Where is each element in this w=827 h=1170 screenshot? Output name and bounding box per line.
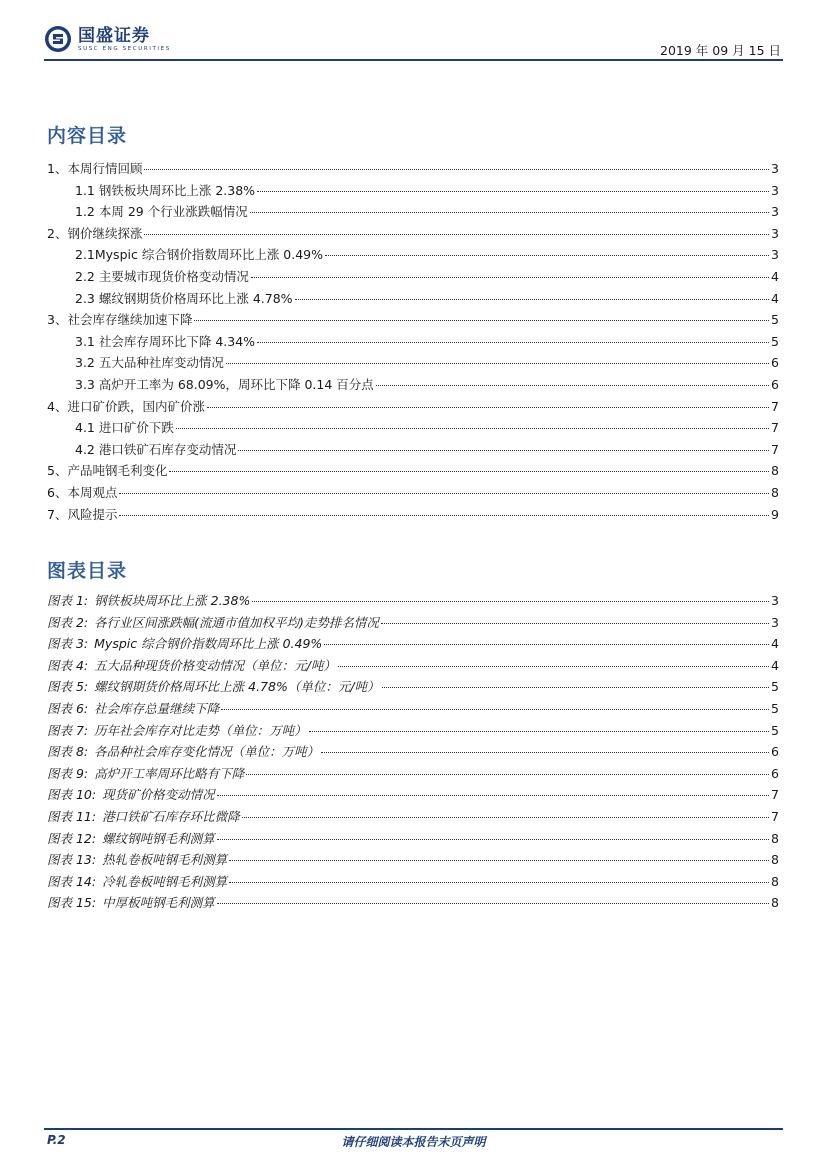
toc-entry-text: 3.1 社会库存周环比下降 4.34% — [75, 333, 256, 349]
figure-entry-text: 螺纹钢吨钢毛利测算 — [102, 830, 215, 846]
figure-entry-label: 图表 10: — [47, 787, 97, 803]
figure-entry-page: 5 — [771, 679, 779, 695]
toc-entry-page: 6 — [771, 376, 779, 392]
toc-entry-page: 4 — [771, 268, 779, 284]
dot-leader — [207, 407, 769, 408]
dot-leader — [229, 860, 769, 861]
dot-leader — [144, 169, 769, 170]
dot-leader — [238, 450, 769, 451]
dot-leader — [382, 687, 770, 688]
dot-leader — [217, 795, 769, 796]
figure-entry[interactable] — [47, 591, 779, 613]
figure-entry-text: 社会库存总量继续下降 — [94, 700, 220, 716]
toc-entry-text: 4.2 港口铁矿石库存变动情况 — [75, 441, 237, 457]
figure-entry-page: 8 — [771, 873, 779, 889]
dot-leader — [144, 234, 769, 235]
toc-entry-page: 3 — [771, 204, 779, 220]
dot-leader — [321, 752, 769, 753]
figure-entry-label: 图表 1: — [47, 593, 89, 608]
dot-leader — [338, 666, 769, 667]
dot-leader — [226, 363, 769, 364]
toc-entry-text: 2.1Myspic 综合钢价指数周环比上涨 0.49% — [75, 247, 324, 263]
toc-entry[interactable] — [47, 461, 779, 483]
figure-entry-page: 3 — [771, 614, 779, 630]
toc-entry-page: 7 — [771, 441, 779, 457]
toc-entry-text: 2.2 主要城市现货价格变动情况 — [75, 268, 249, 284]
figure-entry[interactable] — [47, 742, 779, 764]
dot-leader — [252, 601, 769, 602]
figure-entry-text: Myspic 综合钢价指数周环比上涨 0.49% — [94, 636, 323, 652]
figure-entry-text: 港口铁矿石库存环比微降 — [102, 808, 240, 824]
dot-leader — [257, 342, 769, 343]
figure-entry-page: 8 — [771, 895, 779, 911]
toc-entry[interactable] — [47, 310, 779, 332]
figure-entry-page: 7 — [771, 808, 779, 824]
figure-entry-page: 3 — [771, 593, 779, 608]
figure-entry-label: 图表 9: — [47, 765, 89, 781]
dot-leader — [376, 385, 769, 386]
toc-entry-text: 6、本周观点 — [47, 484, 118, 500]
toc-entry-page: 5 — [771, 333, 779, 349]
toc-entry-page: 3 — [771, 247, 779, 263]
figure-entry-label: 图表 14: — [47, 873, 97, 889]
footer-disclaimer: 请仔细阅读本报告末页声明 — [341, 1135, 486, 1149]
figure-entry[interactable] — [47, 850, 779, 872]
toc-entry-page: 6 — [771, 355, 779, 371]
figure-entry-label: 图表 2: — [47, 614, 89, 630]
figure-entry[interactable] — [47, 785, 779, 807]
toc-entry-page: 7 — [771, 398, 779, 414]
figure-entry-page: 7 — [771, 787, 779, 803]
figure-entry[interactable] — [47, 699, 779, 721]
figure-entry-label: 图表 4: — [47, 657, 89, 673]
figure-entry-label: 图表 5: — [47, 679, 89, 695]
toc-entry[interactable] — [47, 267, 779, 289]
toc-entry[interactable] — [47, 483, 779, 505]
figure-entry[interactable] — [47, 893, 779, 915]
dot-leader — [176, 428, 769, 429]
toc-entry[interactable] — [47, 181, 779, 203]
dot-leader — [295, 299, 770, 300]
dot-leader — [229, 882, 769, 883]
toc-entry[interactable] — [47, 289, 779, 311]
toc-entry[interactable] — [47, 159, 779, 181]
figure-entry[interactable] — [47, 677, 779, 699]
figures-list — [47, 591, 779, 915]
dot-leader — [257, 191, 769, 192]
dot-leader — [325, 255, 769, 256]
figure-entry-label: 图表 8: — [47, 744, 89, 760]
dot-leader — [194, 320, 769, 321]
dot-leader — [381, 623, 769, 624]
toc-entry-text: 2、钢价继续探涨 — [47, 225, 143, 241]
figure-entry-page: 6 — [771, 765, 779, 781]
dot-leader — [324, 644, 769, 645]
dot-leader — [251, 277, 769, 278]
figure-entry-text: 现货矿价格变动情况 — [102, 787, 215, 803]
toc-entry-page: 3 — [771, 182, 779, 198]
dot-leader — [246, 774, 769, 775]
dot-leader — [309, 731, 769, 732]
figure-entry-page: 5 — [771, 722, 779, 738]
toc-entry-text: 2.3 螺纹钢期货价格周环比上涨 4.78% — [75, 290, 293, 306]
page-number: P.2 — [47, 1133, 66, 1147]
toc-entry-page: 8 — [771, 484, 779, 500]
figure-entry[interactable] — [47, 613, 779, 635]
footer-divider — [44, 1128, 783, 1130]
toc-entry-text: 1.1 钢铁板块周环比上涨 2.38% — [75, 182, 256, 198]
figure-entry-label: 图表 6: — [47, 700, 89, 716]
toc-entry-text: 3.2 五大品种社库变动情况 — [75, 355, 224, 371]
toc-entry-text: 1、本周行情回顾 — [47, 161, 143, 176]
figure-entry-text: 历年社会库存对比走势（单位：万吨） — [94, 722, 307, 738]
figure-entry-label: 图表 15: — [47, 895, 97, 911]
figure-entry-page: 4 — [771, 636, 779, 652]
dot-leader — [119, 493, 769, 494]
figures-title: 图表目录 — [47, 560, 128, 582]
figure-entry-label: 图表 3: — [47, 636, 89, 652]
toc-entry-page: 7 — [771, 420, 779, 436]
figure-entry-text: 各行业区间涨跌幅(流通市值加权平均)走势排名情况 — [94, 614, 379, 630]
toc-entry[interactable] — [47, 245, 779, 267]
toc-entry-page: 5 — [771, 312, 779, 328]
toc-list — [47, 159, 779, 526]
toc-entry[interactable] — [47, 332, 779, 354]
toc-entry-text: 7、风险提示 — [47, 506, 118, 522]
header-divider — [44, 59, 783, 61]
figure-entry[interactable] — [47, 634, 779, 656]
figure-entry-label: 图表 12: — [47, 830, 97, 846]
dot-leader — [217, 903, 769, 904]
dot-leader — [119, 515, 769, 516]
toc-entry-page: 3 — [771, 225, 779, 241]
figure-entry-page: 6 — [771, 744, 779, 760]
toc-entry-text: 4、进口矿价跌，国内矿价涨 — [47, 398, 205, 414]
figure-entry-page: 4 — [771, 657, 779, 673]
brand-logo — [44, 25, 171, 53]
dot-leader — [169, 471, 769, 472]
figure-entry-page: 8 — [771, 852, 779, 868]
figure-entry-text: 五大品种现货价格变动情况（单位：元/吨） — [94, 657, 336, 673]
toc-entry[interactable] — [47, 505, 779, 527]
toc-entry-page: 8 — [771, 463, 779, 479]
figure-entry-text: 螺纹钢期货价格周环比上涨 4.78%（单位：元/吨） — [94, 679, 380, 695]
toc-entry[interactable] — [47, 202, 779, 224]
dot-leader — [250, 212, 769, 213]
toc-entry-text: 3、社会库存继续加速下降 — [47, 312, 193, 328]
dot-leader — [221, 709, 769, 710]
toc-entry[interactable] — [47, 375, 779, 397]
figure-entry-text: 中厚板吨钢毛利测算 — [102, 895, 215, 911]
figure-entry-page: 5 — [771, 700, 779, 716]
dot-leader — [242, 817, 769, 818]
figure-entry-label: 图表 7: — [47, 722, 89, 738]
toc-entry[interactable] — [47, 353, 779, 375]
figure-entry[interactable] — [47, 721, 779, 743]
toc-entry-page: 4 — [771, 290, 779, 306]
figure-entry-label: 图表 11: — [47, 808, 97, 824]
toc-entry[interactable] — [47, 440, 779, 462]
figure-entry-text: 高炉开工率周环比略有下降 — [94, 765, 245, 781]
figure-entry[interactable] — [47, 656, 779, 678]
toc-entry[interactable] — [47, 224, 779, 246]
report-date: 2019 年 09 月 15 日 — [660, 43, 781, 58]
toc-entry-page: 3 — [771, 161, 779, 176]
figure-entry-text: 钢铁板块周环比上涨 2.38% — [94, 593, 251, 608]
figure-entry-text: 热轧卷板吨钢毛利测算 — [102, 852, 228, 868]
figure-entry-text: 冷轧卷板吨钢毛利测算 — [102, 873, 228, 889]
guosheng-logo-icon — [44, 25, 72, 53]
figure-entry[interactable] — [47, 807, 779, 829]
figure-entry-label: 图表 13: — [47, 852, 97, 868]
toc-entry[interactable] — [47, 397, 779, 419]
figure-entry[interactable] — [47, 764, 779, 786]
toc-entry-text: 1.2 本周 29 个行业涨跌幅情况 — [75, 204, 248, 220]
figure-entry-page: 8 — [771, 830, 779, 846]
toc-entry-text: 4.1 进口矿价下跌 — [75, 420, 174, 436]
dot-leader — [217, 839, 769, 840]
page-header — [0, 0, 827, 62]
toc-entry-text: 5、产品吨钢毛利变化 — [47, 463, 168, 479]
figure-entry[interactable] — [47, 829, 779, 851]
toc-entry[interactable] — [47, 418, 779, 440]
toc-title: 内容目录 — [47, 125, 128, 147]
figure-entry-text: 各品种社会库存变化情况（单位：万吨） — [94, 744, 320, 760]
toc-entry-text: 3.3 高炉开工率为 68.09%，周环比下降 0.14 百分点 — [75, 376, 374, 392]
toc-entry-page: 9 — [771, 506, 779, 522]
brand-name-en: SUSC ENG SECURITIES — [78, 45, 171, 52]
figure-entry[interactable] — [47, 872, 779, 894]
brand-name-cn: 国盛证券 — [78, 25, 150, 46]
